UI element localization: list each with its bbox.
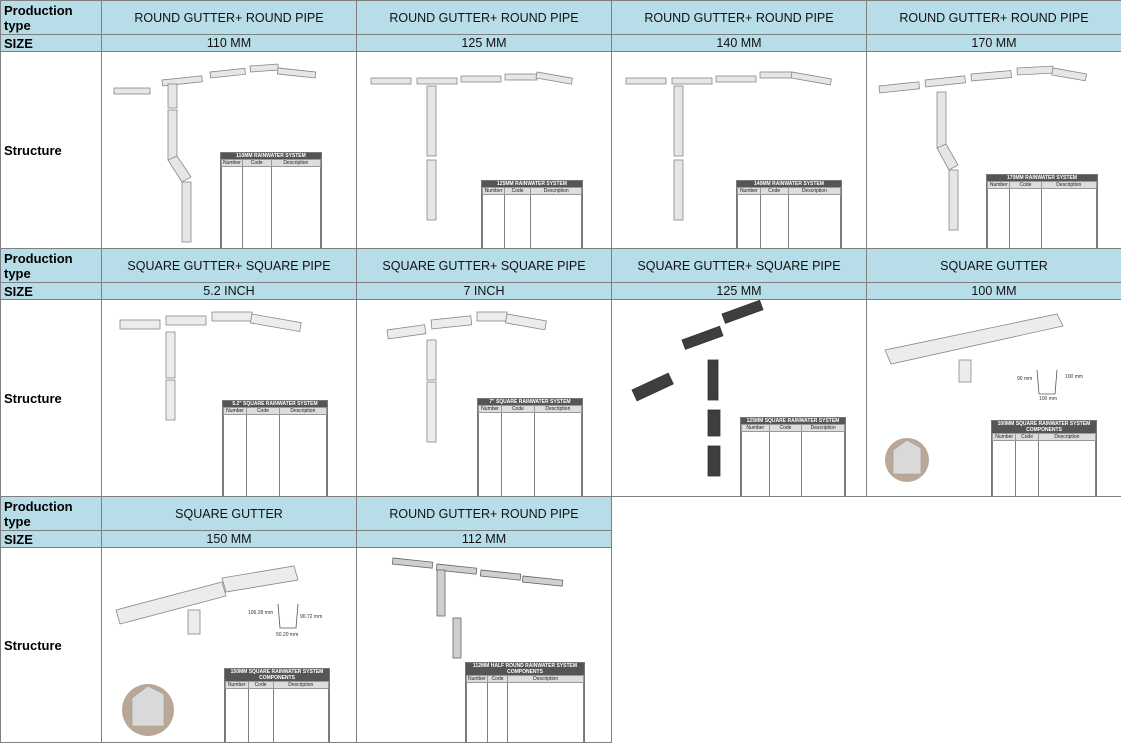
production-type-label: Production type	[1, 1, 102, 35]
empty-area	[612, 497, 1121, 743]
spec-cell	[248, 689, 273, 743]
structure-cell-140	[612, 52, 867, 249]
spec-table-100-grid	[992, 433, 1096, 496]
spec-cell	[1016, 441, 1039, 497]
spec-cell	[738, 195, 761, 249]
spec-row	[738, 195, 841, 249]
spec-table-125	[481, 180, 583, 248]
spec-table-title: 100MM SQUARE RAINWATER SYSTEM COMPONENTS	[992, 421, 1096, 433]
spec-col-header: Description	[802, 425, 845, 432]
spec-table-5-2-grid	[223, 407, 327, 496]
spec-cell	[273, 689, 328, 743]
spec-rows	[988, 189, 1097, 249]
structure-cell-110	[102, 52, 357, 249]
spec-cell	[479, 413, 502, 497]
spec-table-7-grid	[478, 405, 582, 496]
dimension-label: 100 mm	[1039, 396, 1058, 402]
spec-table-170-grid	[987, 181, 1097, 248]
spec-table-title: 125MM SQUARE RAINWATER SYSTEM	[741, 418, 845, 424]
spec-row	[483, 195, 582, 249]
dimension-label: 100 mm	[1065, 374, 1084, 380]
spec-col-header: Number	[738, 188, 761, 195]
spec-cell	[508, 683, 584, 743]
spec-col-header: Description	[531, 188, 582, 195]
spec-col-header: Description	[1041, 182, 1096, 189]
structure-cell-170	[867, 52, 1121, 249]
spec-col-header: Number	[483, 188, 505, 195]
spec-rows	[226, 689, 329, 743]
spec-cell	[802, 432, 845, 497]
spec-col-header: Number	[226, 682, 249, 689]
size-cell: 100 MM	[867, 283, 1121, 300]
spec-cell	[742, 432, 770, 497]
spec-table-100	[991, 420, 1097, 496]
spec-cell	[242, 167, 271, 249]
production-type-cell: SQUARE GUTTER+ SQUARE PIPE	[357, 249, 612, 283]
spec-table-title: 7" SQUARE RAINWATER SYSTEM	[478, 399, 582, 405]
production-type-row-2	[1, 249, 1121, 283]
profile-outline	[278, 604, 298, 628]
spec-table-150	[224, 668, 330, 742]
spec-col-header: Description	[788, 188, 840, 195]
spec-cell	[226, 689, 249, 743]
spec-table-title: 140MM RAINWATER SYSTEM	[737, 181, 841, 187]
spec-table-5-2	[222, 400, 328, 496]
size-cell: 112 MM	[357, 531, 612, 548]
spec-col-header: Number	[224, 408, 247, 415]
structure-cell-7-inch	[357, 300, 612, 497]
spec-row	[224, 415, 327, 497]
spec-row	[742, 432, 845, 497]
spec-row	[993, 441, 1096, 497]
size-cell: 150 MM	[102, 531, 357, 548]
spec-cell	[224, 415, 247, 497]
spec-col-header: Code	[248, 682, 273, 689]
spec-cell	[531, 195, 582, 249]
spec-col-header: Description	[508, 676, 584, 683]
spec-cell	[271, 167, 320, 249]
size-row-2	[1, 283, 1121, 300]
spec-col-header: Description	[279, 408, 326, 415]
spec-col-header: Code	[487, 676, 507, 683]
spec-col-header: Description	[1038, 434, 1095, 441]
spec-col-header: Number	[468, 676, 486, 682]
spec-col-header: Code	[242, 160, 271, 167]
spec-col-header: Code	[247, 408, 280, 415]
production-type-cell: ROUND GUTTER+ ROUND PIPE	[102, 1, 357, 35]
spec-row	[222, 167, 321, 249]
spec-col-header: Number	[742, 425, 770, 432]
spec-col-header: Number	[223, 160, 241, 166]
spec-table-title: 110MM RAINWATER SYSTEM	[221, 153, 321, 159]
spec-col-header: Description	[271, 160, 320, 167]
structure-label: Structure	[1, 548, 102, 743]
spec-table-title: 150MM SQUARE RAINWATER SYSTEM COMPONENTS	[225, 669, 329, 681]
profile-outline	[1037, 370, 1057, 394]
production-type-cell: ROUND GUTTER+ ROUND PIPE	[612, 1, 867, 35]
spec-rows	[742, 432, 845, 497]
structure-cell-125-square	[612, 300, 867, 497]
spec-cell	[247, 415, 280, 497]
spec-cell	[988, 189, 1010, 249]
spec-table-7	[477, 398, 583, 496]
spec-cell	[504, 195, 530, 249]
production-type-cell: SQUARE GUTTER	[867, 249, 1121, 283]
spec-col-header: Description	[534, 406, 581, 413]
size-label: SIZE	[1, 35, 102, 52]
structure-cell-112	[357, 548, 612, 743]
spec-cell	[1041, 189, 1096, 249]
spec-table-140-grid	[737, 187, 841, 248]
size-cell: 110 MM	[102, 35, 357, 52]
spec-cell	[769, 432, 802, 497]
structure-label: Structure	[1, 52, 102, 249]
spec-col-header: Code	[502, 406, 535, 413]
production-type-cell: SQUARE GUTTER+ SQUARE PIPE	[102, 249, 357, 283]
size-cell: 140 MM	[612, 35, 867, 52]
spec-cell	[222, 167, 243, 249]
spec-col-header: Number	[479, 406, 502, 413]
structure-label: Structure	[1, 300, 102, 497]
spec-table-title: 170MM RAINWATER SYSTEM	[987, 175, 1097, 181]
spec-rows	[738, 195, 841, 249]
spec-table-110-grid	[221, 159, 321, 248]
production-type-cell: ROUND GUTTER+ ROUND PIPE	[357, 1, 612, 35]
spec-cell	[534, 413, 581, 497]
spec-col-header: Description	[273, 682, 328, 689]
dimension-label: 106.28 mm	[248, 610, 274, 616]
spec-rows	[222, 167, 321, 249]
structure-cell-5-2-inch	[102, 300, 357, 497]
spec-rows	[224, 415, 327, 497]
production-type-cell: SQUARE GUTTER	[102, 497, 357, 531]
spec-cell	[502, 413, 535, 497]
size-cell: 125 MM	[357, 35, 612, 52]
spec-table-title: 125MM RAINWATER SYSTEM	[482, 181, 582, 187]
spec-table-125-square-grid	[741, 424, 845, 496]
spec-col-header: Code	[1010, 182, 1041, 189]
spec-rows	[993, 441, 1096, 497]
spec-cell	[760, 195, 788, 249]
spec-row	[988, 189, 1097, 249]
spec-cell	[467, 683, 488, 743]
spec-col-header: Code	[504, 188, 530, 195]
size-row-1	[1, 35, 1121, 52]
production-type-row-1	[1, 1, 1121, 35]
spec-cell	[279, 415, 326, 497]
spec-table-112	[465, 662, 585, 742]
spec-table-title: 112MM HALF ROUND RAINWATER SYSTEM COMPONENTS	[466, 663, 584, 675]
spec-table-title: 5.2" SQUARE RAINWATER SYSTEM	[223, 401, 327, 407]
spec-cell	[993, 441, 1016, 497]
spec-cell	[483, 195, 505, 249]
spec-rows	[467, 683, 584, 743]
spec-cell	[788, 195, 840, 249]
spec-col-header: Code	[1016, 434, 1039, 441]
size-cell: 5.2 INCH	[102, 283, 357, 300]
structure-cell-125	[357, 52, 612, 249]
structure-cell-150-square	[102, 548, 357, 743]
size-cell: 125 MM	[612, 283, 867, 300]
production-type-label: Production type	[1, 249, 102, 283]
spec-table-125-square	[740, 417, 846, 496]
production-type-cell: ROUND GUTTER+ ROUND PIPE	[867, 1, 1121, 35]
spec-cell	[1038, 441, 1095, 497]
size-cell: 7 INCH	[357, 283, 612, 300]
spec-cell	[1010, 189, 1041, 249]
spec-table-112-grid	[466, 675, 584, 742]
spec-rows	[483, 195, 582, 249]
production-type-cell: ROUND GUTTER+ ROUND PIPE	[357, 497, 612, 531]
dimension-label: 50.20 mm	[276, 632, 299, 638]
spec-col-header: Code	[760, 188, 788, 195]
spec-row	[467, 683, 584, 743]
size-label: SIZE	[1, 283, 102, 300]
structure-row-2	[1, 300, 1121, 497]
spec-table-140	[736, 180, 842, 248]
spec-rows	[479, 413, 582, 497]
structure-cell-100-square	[867, 300, 1121, 497]
spec-row	[479, 413, 582, 497]
dimension-label: 90.72 mm	[300, 614, 323, 620]
spec-table-110	[220, 152, 322, 248]
production-type-row-3	[1, 497, 1121, 531]
production-type-label: Production type	[1, 497, 102, 531]
production-type-cell: SQUARE GUTTER+ SQUARE PIPE	[612, 249, 867, 283]
size-label: SIZE	[1, 531, 102, 548]
size-cell: 170 MM	[867, 35, 1121, 52]
structure-row-1	[1, 52, 1121, 249]
spec-col-header: Code	[769, 425, 802, 432]
spec-table-125-grid	[482, 187, 582, 248]
spec-table-170	[986, 174, 1098, 248]
spec-cell	[487, 683, 507, 743]
spec-table-150-grid	[225, 681, 329, 742]
spec-col-header: Number	[993, 434, 1016, 441]
spec-row	[226, 689, 329, 743]
spec-col-header: Number	[988, 182, 1010, 189]
dimension-label: 90 mm	[1017, 376, 1033, 382]
